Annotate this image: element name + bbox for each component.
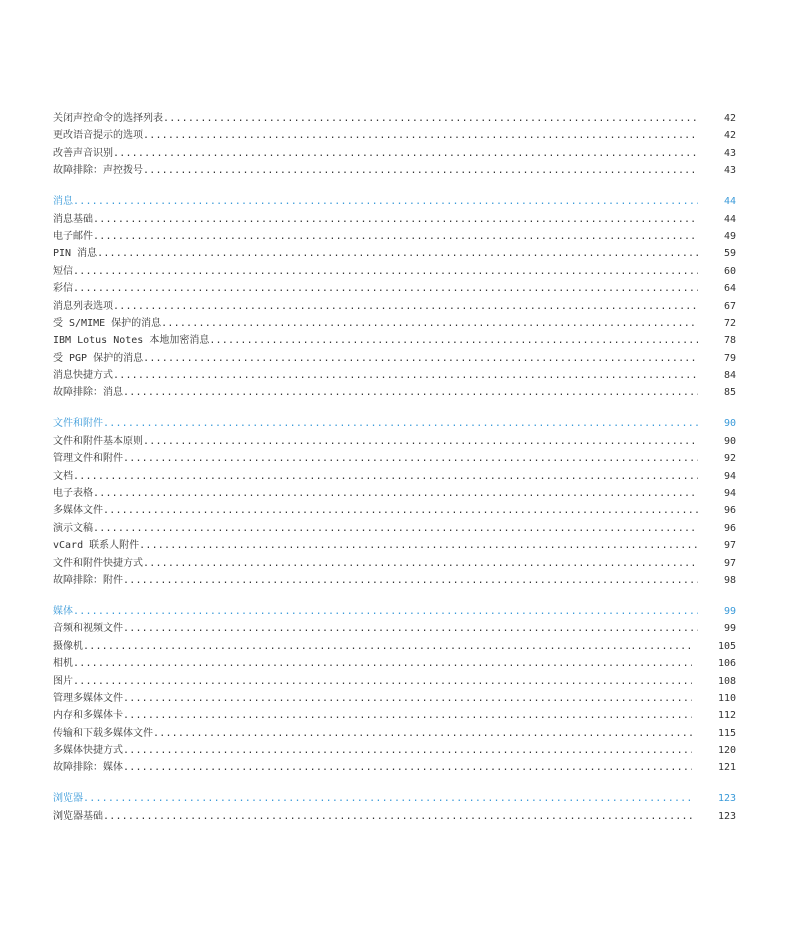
toc-entry-title: 音频和视频文件 — [53, 623, 123, 635]
toc-page-number: 108 — [717, 675, 736, 687]
toc-entry-title: 摄像机 — [53, 640, 83, 652]
toc-entry-title: 文件和附件快捷方式 — [53, 557, 143, 569]
toc-entry[interactable] — [53, 127, 736, 144]
toc-entry-title: 浏览器基础 — [53, 810, 103, 822]
toc-entry-title: 多媒体快捷方式 — [53, 745, 123, 757]
toc-entry-title: 故障排除：消息 — [53, 387, 123, 399]
toc-entry[interactable] — [53, 572, 736, 589]
toc-entry[interactable] — [53, 332, 736, 349]
toc-dot-leader — [93, 485, 698, 502]
toc-section-heading[interactable] — [53, 193, 736, 210]
toc-page-number: 64 — [723, 283, 736, 295]
toc-entry-title: 管理文件和附件 — [53, 453, 123, 465]
toc-entry-title: 演示文稿 — [53, 522, 93, 534]
toc-entry[interactable] — [53, 520, 736, 537]
toc-dot-leader — [103, 502, 698, 519]
toc-entry[interactable] — [53, 367, 736, 384]
toc-dot-leader — [143, 433, 698, 450]
toc-entry[interactable] — [53, 673, 736, 690]
toc-entry[interactable] — [53, 145, 736, 162]
toc-dot-leader — [113, 298, 698, 315]
toc-dot-leader — [161, 315, 698, 332]
toc-page-number: 106 — [717, 658, 736, 670]
toc-dot-leader — [83, 638, 692, 655]
toc-entry[interactable] — [53, 690, 736, 707]
toc-page-number: 94 — [723, 470, 736, 482]
toc-entry[interactable] — [53, 433, 736, 450]
toc-dot-leader — [123, 384, 698, 401]
toc-dot-leader — [113, 367, 698, 384]
toc-entry-title: 短信 — [53, 265, 73, 277]
toc-entry-title: 图片 — [53, 675, 73, 687]
toc-dot-leader — [93, 228, 698, 245]
toc-dot-leader — [113, 145, 698, 162]
toc-entry[interactable] — [53, 725, 736, 742]
toc-entry[interactable] — [53, 350, 736, 367]
toc-page-number: 123 — [717, 793, 736, 805]
toc-entry-title: vCard 联系人附件 — [53, 540, 140, 552]
toc-section-heading[interactable] — [53, 415, 736, 432]
toc-entry-title: 文件和附件 — [53, 418, 103, 430]
toc-entry-title: 消息基础 — [53, 213, 93, 225]
toc-dot-leader — [93, 520, 698, 537]
toc-page-number: 110 — [717, 692, 736, 704]
toc-page-number: 99 — [723, 623, 736, 635]
toc-entry-title: 传输和下载多媒体文件 — [53, 727, 153, 739]
toc-page-number: 42 — [723, 113, 736, 124]
toc-entry-title: 消息 — [53, 196, 73, 208]
toc-dot-leader — [153, 725, 692, 742]
toc-entry[interactable] — [53, 759, 736, 776]
toc-entry-title: IBM Lotus Notes 本地加密消息 — [53, 335, 210, 347]
toc-page-number: 115 — [717, 727, 736, 739]
toc-section-heading[interactable] — [53, 790, 736, 807]
toc-page-number: 60 — [723, 265, 736, 277]
toc-page-number: 85 — [723, 387, 736, 399]
toc-dot-leader — [143, 555, 698, 572]
toc-dot-leader — [103, 415, 698, 432]
toc-dot-leader — [123, 450, 698, 467]
toc-dot-leader — [123, 742, 692, 759]
toc-entry[interactable] — [53, 211, 736, 228]
toc-entry[interactable] — [53, 263, 736, 280]
toc-dot-leader — [123, 690, 692, 707]
toc-page-number: 49 — [723, 230, 736, 242]
toc-page-number: 105 — [717, 640, 736, 652]
toc-page-number: 59 — [723, 248, 736, 260]
toc-page-number: 98 — [723, 574, 736, 586]
toc-entry-title: 更改语音提示的选项 — [53, 130, 143, 142]
toc-dot-leader — [123, 707, 692, 724]
toc-entry[interactable] — [53, 537, 736, 554]
toc-page-number: 43 — [723, 165, 736, 177]
toc-page-number: 84 — [723, 370, 736, 382]
toc-entry[interactable] — [53, 162, 736, 179]
toc-page-number: 97 — [723, 557, 736, 569]
toc-page-number: 67 — [723, 300, 736, 312]
toc-entry[interactable] — [53, 245, 736, 262]
toc-entry-title: 彩信 — [53, 283, 73, 295]
toc-page-number: 120 — [717, 745, 736, 757]
toc-page-number: 92 — [723, 453, 736, 465]
toc-page-number: 44 — [723, 213, 736, 225]
toc-dot-leader — [139, 537, 698, 554]
toc-entry[interactable] — [53, 485, 736, 502]
toc-entry[interactable] — [53, 280, 736, 297]
toc-entry[interactable] — [53, 384, 736, 401]
toc-dot-leader — [73, 655, 692, 672]
toc-entry[interactable] — [53, 298, 736, 315]
toc-entry[interactable] — [53, 228, 736, 245]
toc-page-number: 121 — [717, 762, 736, 774]
toc-dot-leader — [143, 350, 698, 367]
toc-entry-title: 电子邮件 — [53, 230, 93, 242]
toc-dot-leader — [143, 162, 698, 179]
toc-page-number: 96 — [723, 505, 736, 517]
toc-dot-leader — [123, 759, 692, 776]
toc-entry-title: 电子表格 — [53, 488, 93, 499]
toc-dot-leader — [73, 193, 698, 210]
table-of-contents — [53, 110, 736, 825]
toc-entry[interactable] — [53, 450, 736, 467]
toc-dot-leader — [73, 603, 698, 620]
toc-dot-leader — [123, 572, 698, 589]
toc-page-number: 94 — [723, 488, 736, 499]
toc-entry[interactable] — [53, 808, 736, 825]
toc-entry-title: PIN 消息 — [53, 248, 98, 260]
toc-entry-title: 关闭声控命令的选择列表 — [53, 113, 163, 124]
toc-dot-leader — [83, 790, 692, 807]
toc-entry[interactable] — [53, 620, 736, 637]
toc-entry[interactable] — [53, 315, 736, 332]
toc-entry[interactable] — [53, 110, 736, 127]
toc-entry[interactable] — [53, 468, 736, 485]
toc-page-number: 42 — [723, 130, 736, 142]
toc-page-number: 99 — [723, 605, 736, 617]
toc-entry-title: 文件和附件基本原则 — [53, 435, 143, 447]
toc-entry[interactable] — [53, 555, 736, 572]
toc-page-number: 97 — [723, 540, 736, 552]
toc-dot-leader — [73, 263, 698, 280]
toc-entry-title: 媒体 — [53, 605, 73, 617]
toc-entry-title: 管理多媒体文件 — [53, 692, 123, 704]
toc-dot-leader — [209, 332, 698, 349]
toc-entry-title: 改善声音识别 — [53, 147, 113, 159]
toc-entry-title: 文档 — [53, 470, 73, 482]
toc-dot-leader — [123, 620, 698, 637]
toc-page-number: 78 — [723, 335, 736, 347]
toc-page-number: 79 — [723, 352, 736, 364]
toc-entry[interactable] — [53, 502, 736, 519]
toc-entry-title: 内存和多媒体卡 — [53, 710, 123, 722]
toc-entry-title: 受 PGP 保护的消息 — [53, 352, 144, 364]
toc-dot-leader — [93, 211, 698, 228]
toc-dot-leader — [73, 673, 692, 690]
toc-entry[interactable] — [53, 707, 736, 724]
toc-dot-leader — [73, 468, 698, 485]
toc-page-number: 72 — [723, 317, 736, 329]
toc-entry[interactable] — [53, 742, 736, 759]
toc-page-number: 90 — [723, 435, 736, 447]
toc-entry[interactable] — [53, 638, 736, 655]
toc-entry-title: 受 S/MIME 保护的消息 — [53, 317, 162, 329]
toc-page-number: 43 — [723, 147, 736, 159]
toc-entry[interactable] — [53, 655, 736, 672]
toc-entry-title: 故障排除：声控拨号 — [53, 165, 143, 177]
toc-page-number: 44 — [723, 196, 736, 208]
toc-entry-title: 故障排除：媒体 — [53, 762, 123, 774]
toc-dot-leader — [163, 110, 698, 127]
toc-dot-leader — [143, 127, 698, 144]
toc-section-heading[interactable] — [53, 603, 736, 620]
toc-page-number: 112 — [717, 710, 736, 722]
toc-page-number: 123 — [717, 810, 736, 822]
toc-page-number: 96 — [723, 522, 736, 534]
toc-dot-leader — [103, 808, 692, 825]
toc-dot-leader — [97, 245, 698, 262]
toc-entry-title: 消息快捷方式 — [53, 370, 113, 382]
toc-entry-title: 浏览器 — [53, 793, 83, 805]
toc-entry-title: 故障排除：附件 — [53, 574, 123, 586]
toc-entry-title: 多媒体文件 — [53, 505, 103, 517]
toc-entry-title: 消息列表选项 — [53, 300, 113, 312]
toc-dot-leader — [73, 280, 698, 297]
toc-entry-title: 相机 — [53, 658, 73, 670]
toc-page-number: 90 — [723, 418, 736, 430]
